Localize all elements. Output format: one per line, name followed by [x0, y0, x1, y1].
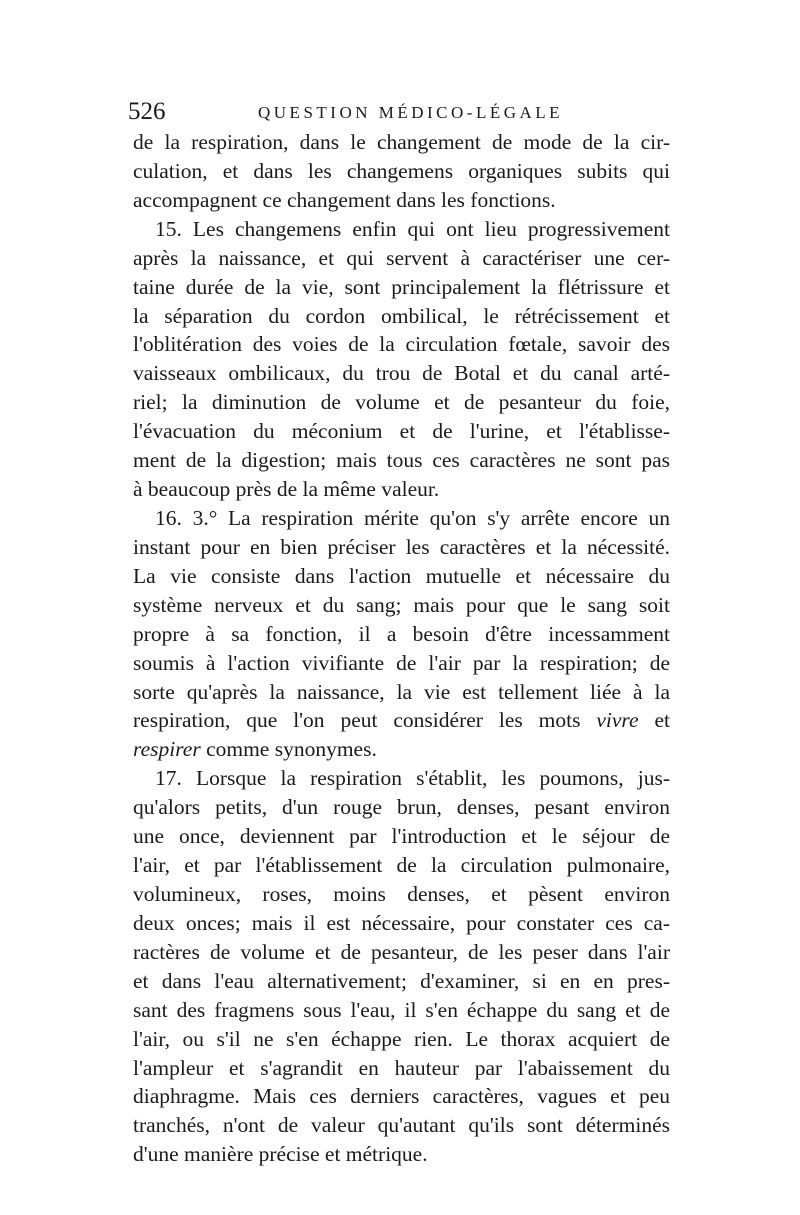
text-line: l'air, et par l'établissement de la circulation pulmonaire,: [133, 853, 670, 878]
text-line: tranchés, n'ont de valeur qu'autant qu'ils sont déterminés: [133, 1113, 670, 1138]
text-line: respirer comme synonymes.: [133, 737, 377, 762]
text-line: instant pour en bien préciser les caractères et la nécessité.: [133, 534, 670, 559]
text-line: 15. Les changemens enfin qui ont lieu progressivement: [155, 216, 670, 241]
text-line: 17. Lorsque la respiration s'établit, les poumons, jus-: [155, 766, 670, 791]
text-line: de la respiration, dans le changement de mode de la cir-: [133, 130, 670, 154]
text-line: à beaucoup près de la même valeur.: [133, 477, 440, 502]
text-line: sant des fragmens sous l'eau, il s'en échappe du sang et de: [133, 997, 670, 1022]
text-line: 16. 3.° La respiration mérite qu'on s'y arrête encore un: [155, 505, 670, 530]
text-line: taine durée de la vie, sont principalement la flétrissure et: [133, 274, 670, 299]
text-line: système nerveux et du sang; mais pour que le sang soit: [133, 592, 670, 617]
text-line: après la naissance, et qui servent à caractériser une cer-: [133, 245, 670, 270]
text-line: l'ampleur et s'agrandit en hauteur par l'abaissement du: [133, 1055, 670, 1080]
text-line: une once, deviennent par l'introduction et le séjour de: [133, 824, 670, 849]
text-line: accompagnent ce changement dans les fonctions.: [133, 187, 556, 212]
text-line: qu'alors petits, d'un rouge brun, denses, pesant environ: [133, 795, 670, 820]
text-line: respiration, que l'on peut considérer les mots vivre et: [133, 708, 670, 733]
text-line: culation, et dans les changemens organiques subits qui: [133, 158, 670, 183]
text-line: riel; la diminution de volume et de pesanteur du foie,: [133, 390, 670, 415]
text-line: deux onces; mais il est nécessaire, pour constater ces ca-: [133, 910, 670, 935]
text-line: l'oblitération des voies de la circulation fœtale, savoir des: [133, 332, 670, 357]
text-line: sorte qu'après la naissance, la vie est tellement liée à la: [133, 679, 670, 704]
page-number: 526: [128, 98, 166, 125]
running-title: QUESTION MÉDICO-LÉGALE: [258, 103, 564, 122]
text-line: ment de la digestion; mais tous ces caractères ne sont pas: [133, 448, 670, 473]
text-line: propre à sa fonction, il a besoin d'être incessamment: [133, 621, 670, 646]
text-line: diaphragme. Mais ces derniers caractères, vagues et peu: [133, 1084, 670, 1109]
text-line: l'air, ou s'il ne s'en échappe rien. Le thorax acquiert de: [133, 1026, 670, 1051]
text-line: ractères de volume et de pesanteur, de les peser dans l'air: [133, 939, 670, 964]
text-line: et dans l'eau alternativement; d'examiner, si en en pres-: [133, 968, 670, 993]
body-text: [133, 128, 670, 1169]
text-line: volumineux, roses, moins denses, et pèsent environ: [133, 881, 670, 906]
text-line: d'une manière précise et métrique.: [133, 1142, 428, 1167]
text-line: vaisseaux ombilicaux, du trou de Botal et du canal arté-: [133, 361, 670, 386]
text-line: soumis à l'action vivifiante de l'air par la respiration; de: [133, 650, 670, 675]
text-line: l'évacuation du méconium et de l'urine, et l'établisse-: [133, 419, 670, 444]
running-head: [128, 96, 668, 128]
text-line: la séparation du cordon ombilical, le rétrécissement et: [133, 303, 670, 328]
text-line: La vie consiste dans l'action mutuelle et nécessaire du: [133, 563, 670, 588]
